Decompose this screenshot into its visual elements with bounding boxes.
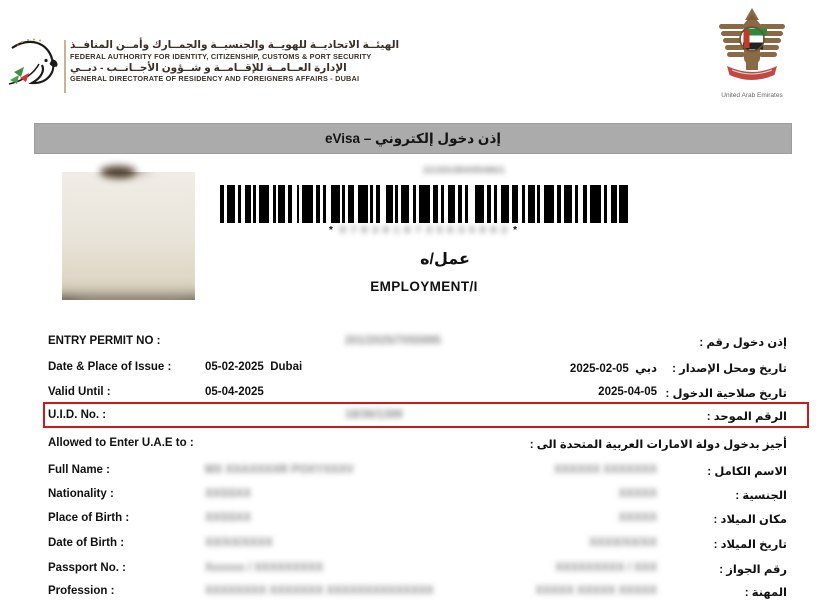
field-row-nationality — [34, 488, 792, 508]
field-row-place-of-birth — [34, 512, 792, 532]
field-label-ar: تاريخ الميلاد : — [713, 539, 787, 551]
field-value-redacted: XXSSXX — [205, 512, 252, 524]
field-value-redacted: Xxxxxx / XXXXXXXXX — [205, 562, 324, 574]
barcode-number-redacted: 8 7 8 3 8 1 8 7 3 5 6 3 5 8 9 2 — [339, 224, 509, 236]
field-row-uid-no — [34, 409, 792, 429]
barcode-asterisk-left: * — [328, 224, 335, 236]
field-value-redacted: 201/2025/7055995 — [345, 335, 441, 347]
document-number-redacted: 2210DUB0095486/1 — [423, 165, 506, 175]
field-label-ar: الاسم الكامل : — [707, 466, 787, 478]
field-label-en: Place of Birth : — [48, 512, 130, 524]
field-row-date-of-birth — [34, 537, 792, 557]
field-label-ar: إذن دخول رقم : — [699, 337, 787, 349]
field-row-entry-permit-no — [34, 335, 792, 355]
field-label-en: Passport No. : — [48, 562, 126, 574]
field-value-ar-redacted: XXXXX — [618, 488, 657, 500]
field-label-en: Allowed to Enter U.A.E to : — [48, 437, 194, 449]
field-label-en: Date & Place of Issue : — [48, 361, 172, 373]
field-value-redacted: MX XXAXXXXR POXYXXXV — [205, 464, 354, 476]
field-label-ar: الجنسية : — [735, 490, 787, 502]
authority-header — [70, 40, 400, 86]
field-label-ar: رقم الجواز : — [719, 564, 787, 576]
field-value-redacted: XXXXXXXX XXXXXXX XXXXXXXXXXXXXX — [205, 585, 434, 597]
field-value-redacted: XXSSXX — [205, 488, 252, 500]
photo-head-top — [100, 166, 136, 178]
field-row-passport-no — [34, 562, 792, 582]
emblem-caption: United Arab Emirates — [721, 92, 783, 99]
falcon-logo-icon — [2, 34, 64, 96]
uae-emblem-icon — [717, 6, 787, 86]
field-row-valid-until — [34, 386, 792, 406]
field-value-ar-redacted: XXXX/XX/XX — [589, 537, 657, 549]
field-value: 05-02-2025 Dubai — [205, 361, 303, 373]
barcode — [220, 185, 628, 223]
field-label-en: U.I.D. No. : — [48, 409, 107, 421]
photo-blur-overlay — [62, 172, 195, 300]
visa-type-arabic: عمل/ه — [420, 251, 470, 268]
field-label-en: ENTRY PERMIT NO : — [48, 335, 161, 347]
field-row-full-name — [34, 464, 792, 484]
field-row-allowed-to-enter — [34, 437, 792, 457]
field-value: 05-04-2025 — [205, 386, 264, 398]
field-row-profession — [34, 585, 792, 604]
field-label-ar: المهنة : — [744, 587, 787, 599]
field-value-redacted: XX/XX/XXXX — [205, 537, 273, 549]
field-label-en: Valid Until : — [48, 386, 111, 398]
field-label-ar: تاريخ ومحل الإصدار : — [672, 363, 787, 375]
field-label-en: Profession : — [48, 585, 115, 597]
applicant-photo-redacted — [62, 172, 195, 300]
visa-type-english: EMPLOYMENT/I — [370, 279, 478, 294]
barcode-asterisk-right: * — [513, 224, 520, 236]
directorate-name-ar: الإدارة العــامــة للإقــامــة و شــؤون الأجــانــب - دبــي — [70, 61, 347, 74]
field-label-en: Date of Birth : — [48, 537, 125, 549]
field-value-ar-redacted: XXXXXXXXX / XXX — [555, 562, 657, 574]
field-label-ar: مكان الميلاد : — [713, 514, 787, 526]
field-label-en: Nationality : — [48, 488, 114, 500]
document-title-bar: إذن دخول إلكتروني – eVisa — [34, 123, 792, 154]
field-value-redacted: 18/36/1399 — [345, 409, 403, 421]
header-divider — [64, 40, 66, 93]
field-value-ar: 2025-02-05 دبي — [569, 363, 657, 375]
barcode-digits — [300, 224, 548, 236]
field-label-ar: الرقم الموحد : — [706, 411, 787, 423]
field-value-ar: 2025-04-05 — [598, 386, 657, 398]
field-value-ar-redacted: XXXXXX XXXXXXX — [554, 464, 657, 476]
field-row-date-place-of-issue — [34, 361, 792, 381]
field-value-ar-redacted: XXXXX — [618, 512, 657, 524]
field-label-ar: تاريخ صلاحية الدخول : — [665, 388, 787, 400]
authority-name-ar: الهيئــة الاتحاديــة للهويــة والجنسيــة والجمــارك وأمــن المنافــذ — [70, 39, 400, 51]
uae-emblem — [716, 6, 788, 99]
field-label-en: Full Name : — [48, 464, 110, 476]
directorate-name-en: GENERAL DIRECTORATE OF RESIDENCY AND FOREIGNERS AFFAIRS - DUBAI — [70, 74, 360, 84]
authority-name-en: FEDERAL AUTHORITY FOR IDENTITY, CITIZENSHIP, CUSTOMS & PORT SECURITY — [70, 51, 372, 61]
field-value-ar-redacted: XXXXX XXXXX XXXXX — [535, 585, 657, 597]
field-label-ar: أجيز بدخول دولة الامارات العربية المتحدة الى : — [529, 439, 787, 451]
